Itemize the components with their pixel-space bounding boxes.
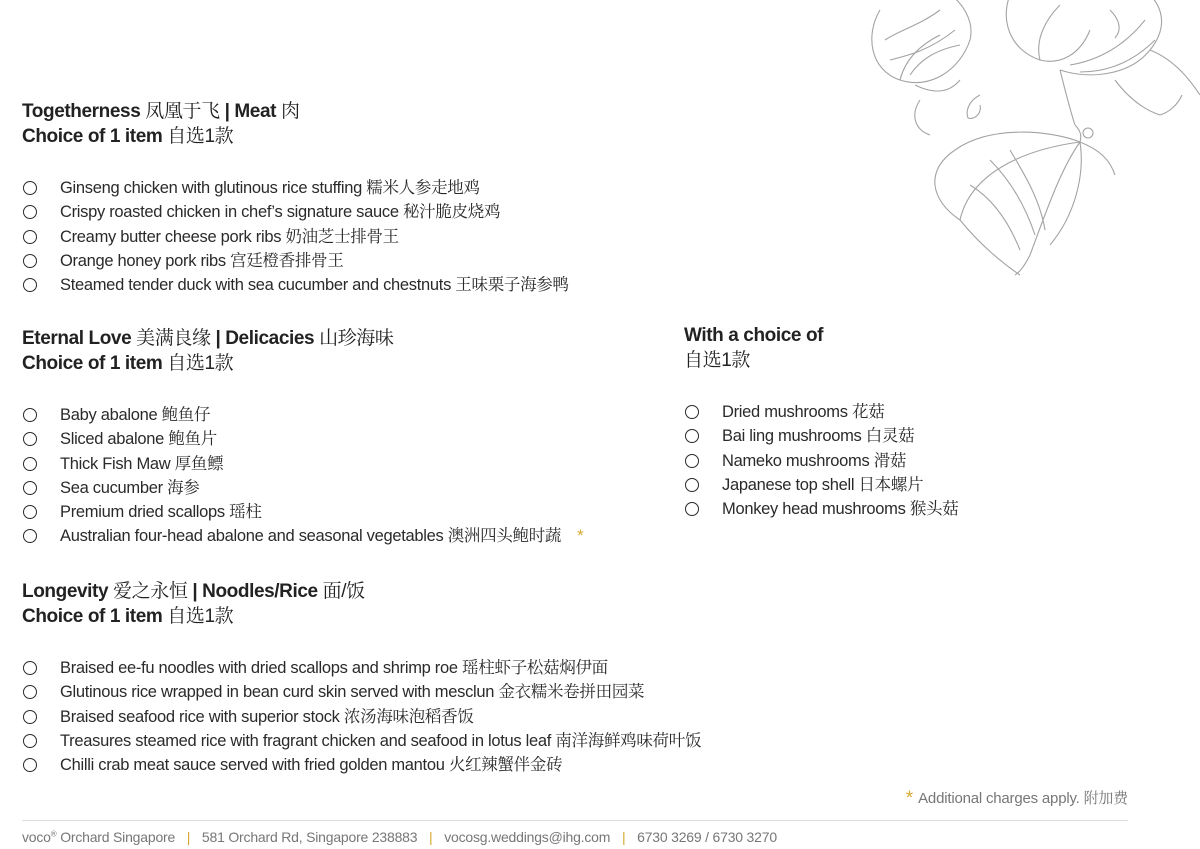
menu-option[interactable] — [22, 176, 480, 200]
menu-option[interactable] — [684, 473, 924, 497]
option-label: Ginseng chicken with glutinous rice stuffing 糯米人参走地鸡 — [60, 179, 480, 197]
option-label: Treasures steamed rice with fragrant chicken and seafood in lotus leaf 南洋海鲜鸡味荷叶饭 — [60, 731, 702, 750]
radio-button[interactable] — [685, 429, 699, 443]
option-label: Baby abalone 鲍鱼仔 — [60, 406, 211, 424]
section-name-en: Togetherness — [22, 101, 141, 122]
option-label: Monkey head mushrooms 猴头菇 — [722, 500, 959, 519]
radio-button[interactable] — [23, 278, 37, 292]
radio-button[interactable] — [23, 685, 37, 699]
footer-brand: voco — [22, 829, 51, 845]
side-choice-heading: With a choice of — [684, 325, 824, 346]
section-category-en: Delicacies — [225, 328, 315, 349]
radio-button[interactable] — [23, 710, 37, 724]
menu-option[interactable] — [22, 476, 394, 500]
menu-option[interactable] — [22, 225, 399, 249]
option-label: Nameko mushrooms 滑菇 — [722, 451, 907, 470]
surcharge-star-icon: * — [905, 788, 913, 809]
radio-button[interactable] — [23, 205, 37, 219]
option-label: Sea cucumber 海参 — [60, 478, 200, 497]
menu-option[interactable] — [22, 249, 344, 273]
section-choice — [22, 124, 300, 149]
menu-option[interactable] — [22, 656, 608, 680]
section-name-en: Eternal Love — [22, 328, 132, 349]
noodles-rice-section — [22, 579, 702, 777]
radio-button[interactable] — [23, 481, 37, 495]
radio-button[interactable] — [23, 432, 37, 446]
option-label: Sliced abalone 鲍鱼片 — [60, 430, 217, 449]
option-label: Braised seafood rice with superior stock 浓汤海味泡稻香饭 — [60, 707, 474, 726]
radio-button[interactable] — [23, 529, 37, 543]
radio-button[interactable] — [23, 457, 37, 471]
surcharge-note-text: Additional charges apply. 附加费 — [918, 790, 1128, 807]
side-choice-options — [684, 400, 959, 521]
radio-button[interactable] — [685, 478, 699, 492]
menu-option[interactable] — [22, 753, 563, 777]
option-label: Bai ling mushrooms 白灵菇 — [722, 427, 915, 446]
menu-option[interactable] — [22, 524, 584, 548]
section-choice — [22, 604, 365, 629]
option-label: Japanese top shell 日本螺片 — [722, 475, 924, 494]
option-label: Glutinous rice wrapped in bean curd skin served with mesclun 金衣糯米卷拼田园菜 — [60, 683, 645, 702]
option-label: Creamy butter cheese pork ribs 奶油芝士排骨王 — [60, 227, 399, 246]
side-choice-section — [684, 323, 959, 521]
delicacies-section — [22, 326, 584, 549]
radio-button[interactable] — [23, 254, 37, 268]
menu-option[interactable] — [684, 449, 907, 473]
footer-registered-mark: ® — [50, 829, 57, 839]
menu-option[interactable] — [22, 680, 645, 704]
section-category-en: Meat — [234, 101, 277, 122]
radio-button[interactable] — [685, 502, 699, 516]
section-category-zh: 山珍海味 — [319, 328, 394, 349]
menu-option[interactable] — [684, 400, 885, 424]
footer-address: 581 Orchard Rd, Singapore 238883 — [201, 829, 418, 845]
option-label: Thick Fish Maw 厚鱼鳔 — [60, 454, 224, 473]
footer-separator: | — [429, 829, 433, 845]
radio-button[interactable] — [23, 230, 37, 244]
radio-button[interactable] — [23, 181, 37, 195]
choice-label-en: Choice of 1 item — [22, 126, 163, 147]
menu-option[interactable] — [684, 424, 915, 448]
menu-option[interactable] — [22, 729, 702, 753]
section-name-zh: 爱之永恒 — [113, 581, 188, 602]
surcharge-star-icon: * — [577, 526, 584, 546]
radio-button[interactable] — [685, 454, 699, 468]
menu-option[interactable] — [22, 705, 474, 729]
option-label: Orange honey pork ribs 宫廷橙香排骨王 — [60, 251, 344, 270]
choice-label-zh: 自选1款 — [167, 606, 234, 627]
choice-label-zh: 自选1款 — [167, 353, 234, 374]
radio-button[interactable] — [23, 661, 37, 675]
section-title: Eternal Love 美满良缘 | Delicacies 山珍海味 — [22, 328, 394, 349]
section-name-zh: 凤凰于飞 — [145, 101, 220, 122]
choice-label-en: Choice of 1 item — [22, 353, 163, 374]
section-category-zh: 肉 — [280, 101, 300, 122]
flower-top-right — [1006, 0, 1200, 125]
radio-button[interactable] — [23, 758, 37, 772]
choice-label-zh: 自选1款 — [167, 126, 234, 147]
section-name-en: Longevity — [22, 581, 109, 602]
menu-option[interactable] — [22, 273, 569, 297]
noodles-rice-options — [22, 656, 702, 777]
option-label: Steamed tender duck with sea cucumber and chestnuts 王味栗子海参鸭 — [60, 276, 569, 295]
radio-button[interactable] — [23, 408, 37, 422]
footer-separator: | — [621, 829, 626, 845]
choice-label-en: Choice of 1 item — [22, 606, 163, 627]
footer-email-link[interactable]: vocosg.weddings@ihg.com — [444, 829, 611, 845]
footer-separator: | — [186, 829, 191, 845]
side-choice-heading-zh: 自选1款 — [684, 350, 750, 371]
menu-option[interactable] — [22, 427, 394, 451]
menu-option[interactable] — [22, 200, 501, 224]
option-label: Premium dried scallops 瑶柱 — [60, 503, 262, 522]
surcharge-note — [906, 787, 1128, 810]
floral-illustration — [860, 0, 1200, 280]
radio-button[interactable] — [685, 405, 699, 419]
option-label-text: Australian four-head abalone and seasonal vegetables 澳洲四头鲍时蔬 — [60, 527, 562, 546]
section-choice — [22, 351, 394, 376]
option-label: Braised ee-fu noodles with dried scallops and shrimp roe 瑶柱虾子松菇焖伊面 — [60, 659, 608, 677]
footer-phone: 6730 3269 / 6730 3270 — [637, 829, 777, 845]
footer-venue: Orchard Singapore — [60, 829, 176, 845]
option-label: Crispy roasted chicken in chef’s signature sauce 秘汁脆皮烧鸡 — [60, 203, 501, 222]
section-title: Longevity 爱之永恒 | Noodles/Rice 面/饭 — [22, 581, 365, 602]
option-label — [60, 524, 583, 548]
menu-option[interactable] — [684, 497, 959, 521]
radio-button[interactable] — [23, 734, 37, 748]
flower-top-left — [872, 0, 971, 91]
footer — [22, 829, 777, 845]
menu-option[interactable] — [22, 452, 394, 476]
radio-button[interactable] — [23, 505, 37, 519]
meat-options — [22, 176, 569, 297]
menu-option[interactable] — [22, 500, 394, 524]
option-label: Dried mushrooms 花菇 — [722, 403, 885, 421]
menu-option[interactable] — [22, 403, 394, 427]
section-category-zh: 面/饭 — [322, 581, 365, 602]
section-title: Togetherness 凤凰于飞 | Meat 肉 — [22, 101, 300, 122]
footer-divider — [22, 820, 1128, 821]
hanging-flower — [935, 125, 1115, 275]
delicacies-options — [22, 403, 584, 549]
section-category-en: Noodles/Rice — [202, 581, 318, 602]
section-name-zh: 美满良缘 — [136, 328, 211, 349]
option-label: Chilli crab meat sauce served with fried golden mantou 火红辣蟹伴金砖 — [60, 756, 563, 775]
meat-section — [22, 99, 569, 297]
